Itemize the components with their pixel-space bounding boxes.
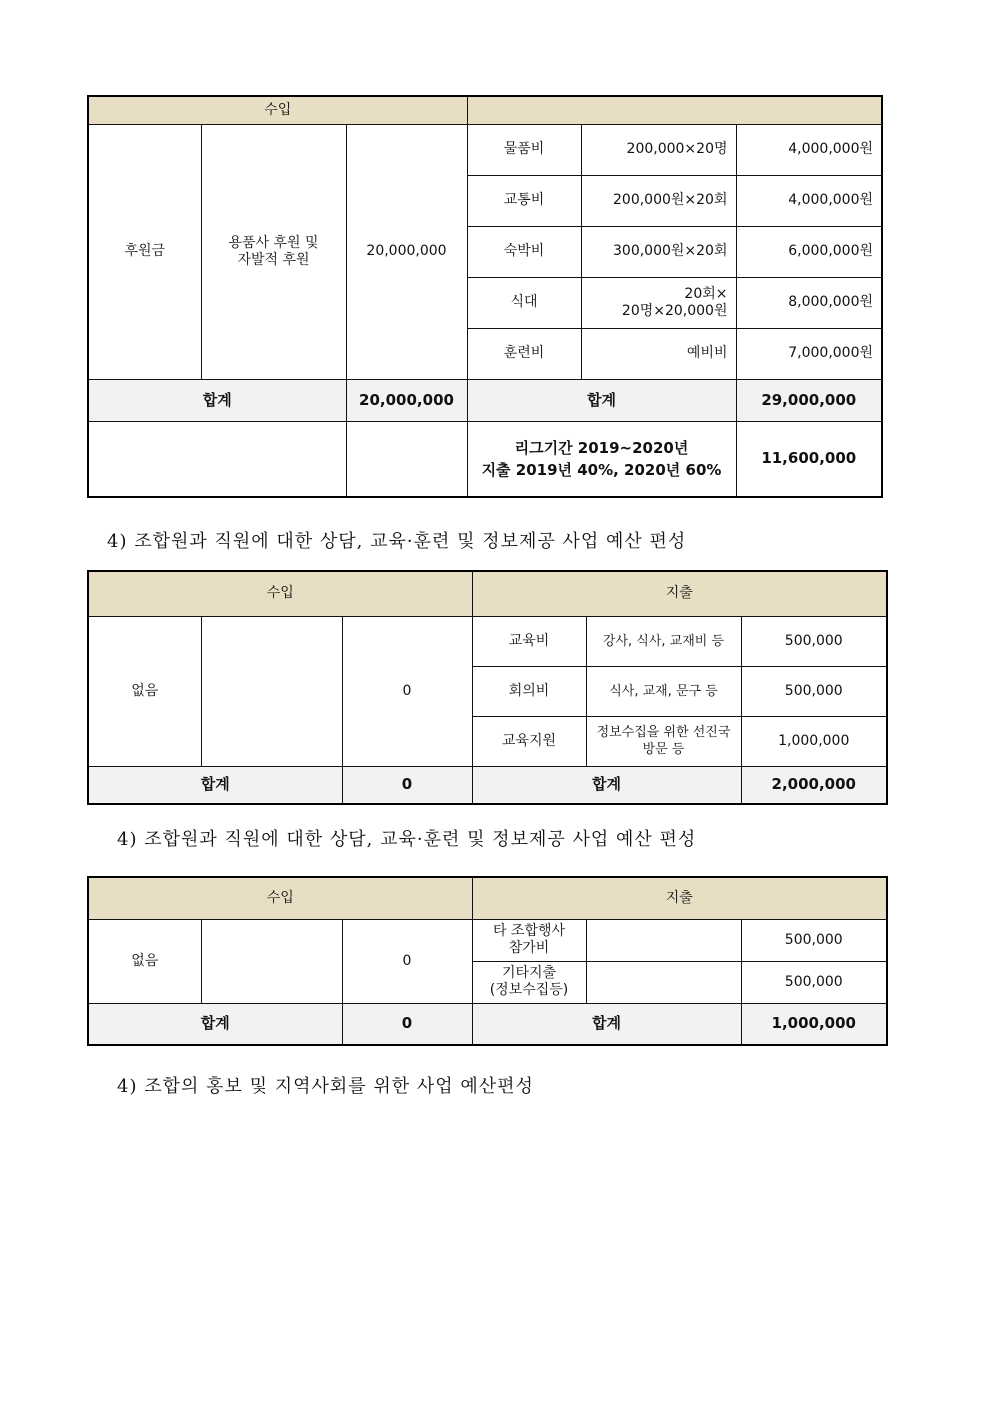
income-amount: 20,000,000 bbox=[346, 124, 467, 379]
expense-item-name: 물품비 bbox=[467, 124, 581, 175]
expense-item-name: 타 조합행사 참가비 bbox=[472, 919, 586, 961]
expense-item-name: 기타지출 (정보수집등) bbox=[472, 961, 586, 1003]
expense-total: 29,000,000 bbox=[736, 379, 882, 421]
league-period-amount: 11,600,000 bbox=[736, 421, 882, 497]
expense-item-calc: 정보수집을 위한 선진국 방문 등 bbox=[586, 716, 741, 766]
income-total: 20,000,000 bbox=[346, 379, 467, 421]
income-description: 용품사 후원 및 자발적 후원 bbox=[201, 124, 346, 379]
expense-header bbox=[467, 96, 882, 124]
expense-item-calc: 20회× 20명×20,000원 bbox=[581, 277, 736, 328]
income-description bbox=[201, 919, 342, 1003]
income-category: 없음 bbox=[88, 616, 201, 766]
income-category: 없음 bbox=[88, 919, 201, 1003]
expense-item-name: 회의비 bbox=[472, 666, 586, 716]
expense-header: 지출 bbox=[472, 877, 887, 919]
expense-total-label: 합계 bbox=[472, 766, 741, 804]
expense-total: 1,000,000 bbox=[741, 1003, 887, 1045]
expense-item-calc bbox=[586, 919, 741, 961]
expense-item-amount: 4,000,000원 bbox=[736, 175, 882, 226]
income-header: 수입 bbox=[88, 877, 472, 919]
expense-item-name: 식대 bbox=[467, 277, 581, 328]
expense-total-label: 합계 bbox=[467, 379, 736, 421]
expense-item-calc: 예비비 bbox=[581, 328, 736, 379]
expense-total-label: 합계 bbox=[472, 1003, 741, 1045]
expense-item-calc: 200,000×20명 bbox=[581, 124, 736, 175]
section-heading: 4) 조합원과 직원에 대한 상담, 교육·훈련 및 정보제공 사업 예산 편성 bbox=[117, 829, 697, 850]
income-header: 수입 bbox=[88, 96, 467, 124]
expense-item-name: 교육비 bbox=[472, 616, 586, 666]
expense-item-calc bbox=[586, 961, 741, 1003]
expense-item-name: 교통비 bbox=[467, 175, 581, 226]
income-total-label: 합계 bbox=[88, 379, 346, 421]
income-description bbox=[201, 616, 342, 766]
income-amount: 0 bbox=[342, 616, 472, 766]
section-heading: 4) 조합원과 직원에 대한 상담, 교육·훈련 및 정보제공 사업 예산 편성 bbox=[107, 531, 687, 552]
expense-item-calc: 300,000원×20회 bbox=[581, 226, 736, 277]
expense-item-amount: 500,000 bbox=[741, 666, 887, 716]
expense-header: 지출 bbox=[472, 571, 887, 616]
income-total-label: 합계 bbox=[88, 1003, 342, 1045]
income-total: 0 bbox=[342, 1003, 472, 1045]
budget-table-education bbox=[87, 570, 888, 805]
income-total-label: 합계 bbox=[88, 766, 342, 804]
income-header: 수입 bbox=[88, 571, 472, 616]
expense-item-amount: 7,000,000원 bbox=[736, 328, 882, 379]
income-amount: 0 bbox=[342, 919, 472, 1003]
expense-item-calc: 강사, 식사, 교재비 등 bbox=[586, 616, 741, 666]
budget-table-sponsorship bbox=[87, 95, 883, 498]
empty-cell bbox=[88, 421, 346, 497]
expense-item-name: 훈련비 bbox=[467, 328, 581, 379]
expense-item-amount: 500,000 bbox=[741, 616, 887, 666]
expense-item-name: 숙박비 bbox=[467, 226, 581, 277]
expense-item-name: 교육지원 bbox=[472, 716, 586, 766]
expense-item-amount: 4,000,000원 bbox=[736, 124, 882, 175]
income-total: 0 bbox=[342, 766, 472, 804]
expense-item-calc: 200,000원×20회 bbox=[581, 175, 736, 226]
expense-item-calc: 식사, 교재, 문구 등 bbox=[586, 666, 741, 716]
expense-total: 2,000,000 bbox=[741, 766, 887, 804]
expense-item-amount: 500,000 bbox=[741, 961, 887, 1003]
expense-item-amount: 500,000 bbox=[741, 919, 887, 961]
expense-item-amount: 6,000,000원 bbox=[736, 226, 882, 277]
expense-item-amount: 8,000,000원 bbox=[736, 277, 882, 328]
empty-cell bbox=[346, 421, 467, 497]
budget-table-events bbox=[87, 876, 888, 1046]
section-heading: 4) 조합의 홍보 및 지역사회를 위한 사업 예산편성 bbox=[117, 1076, 534, 1097]
income-category: 후원금 bbox=[88, 124, 201, 379]
expense-item-amount: 1,000,000 bbox=[741, 716, 887, 766]
league-period-note: 리그기간 2019~2020년 지출 2019년 40%, 2020년 60% bbox=[467, 421, 736, 497]
